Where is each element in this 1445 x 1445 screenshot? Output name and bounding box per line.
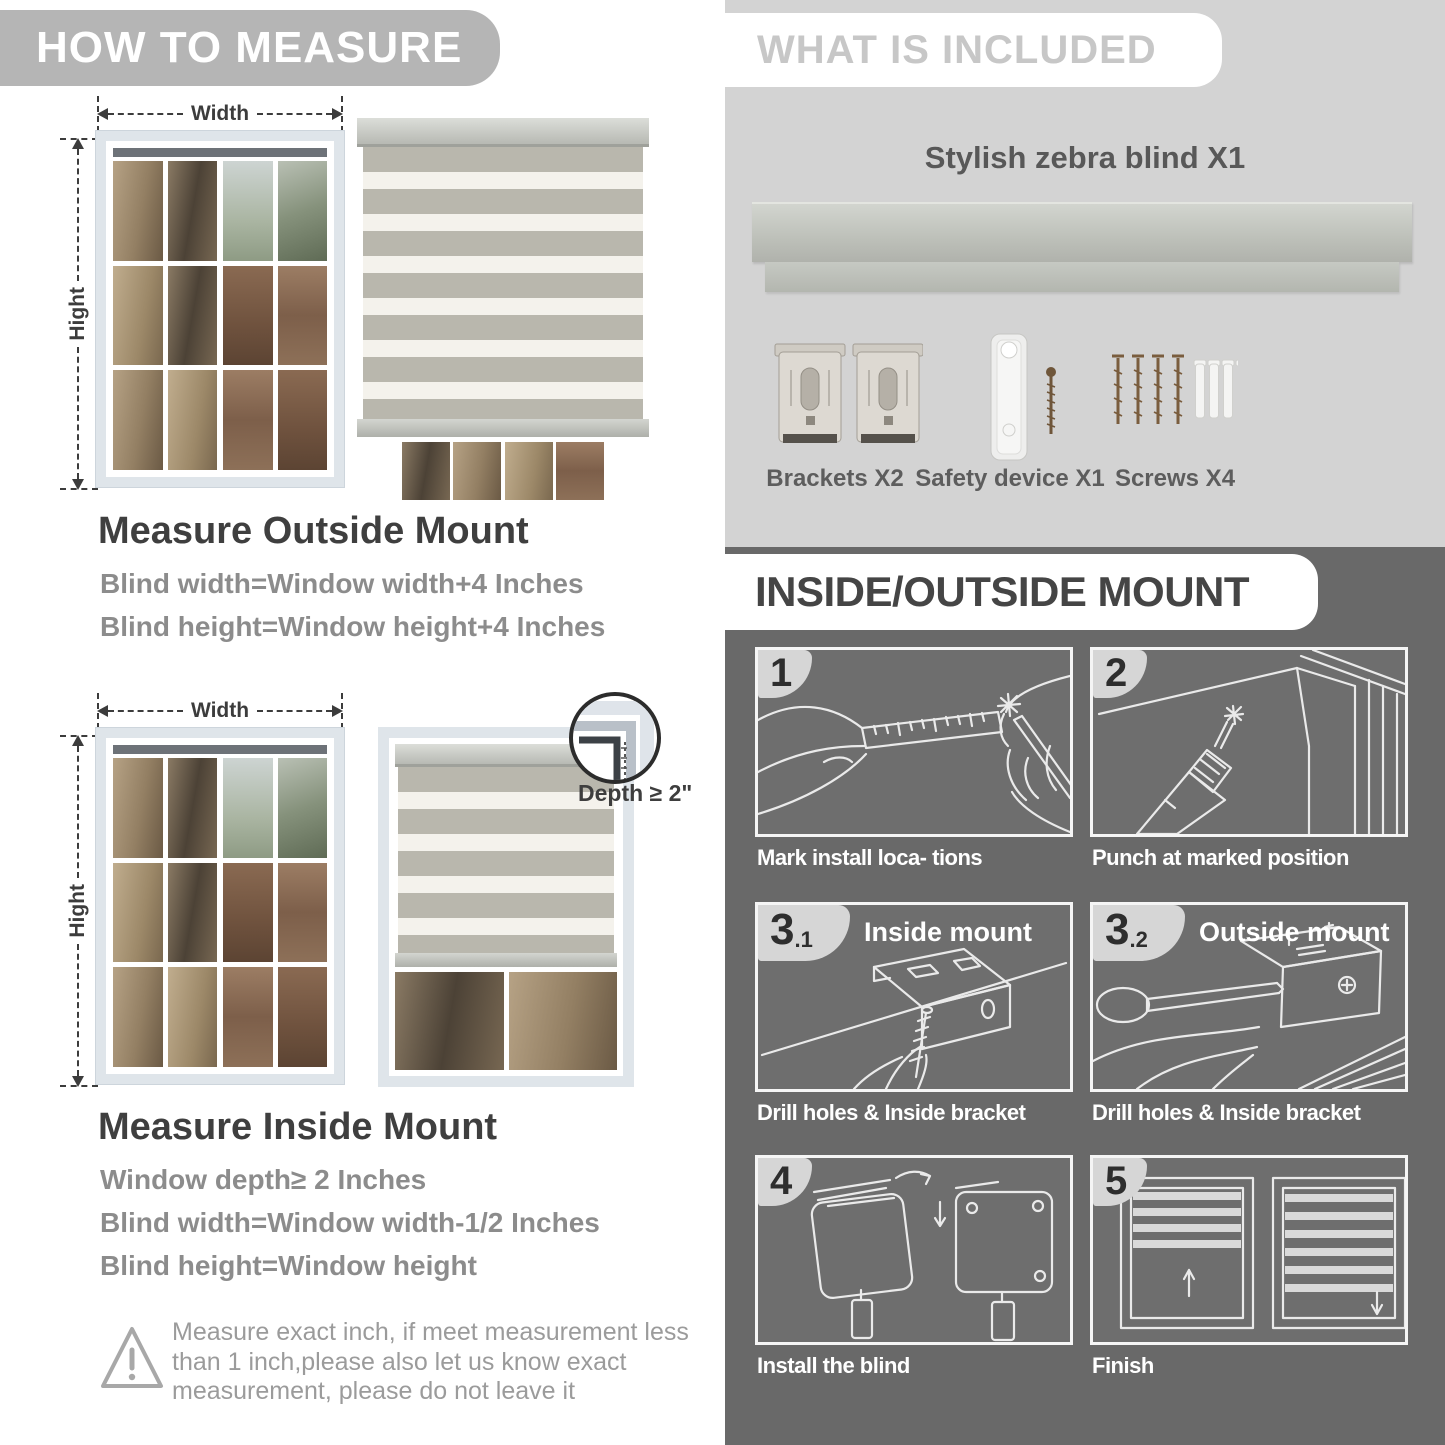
- step-3-1-caption: Drill holes & Inside bracket: [757, 1100, 1026, 1125]
- window-pane: [168, 758, 218, 858]
- blind-bottom-rail: [357, 419, 649, 437]
- window-pane: [113, 967, 163, 1067]
- mount-section-title: INSIDE/OUTSIDE MOUNT: [755, 568, 1250, 615]
- window-pane: [278, 370, 328, 470]
- window-pane: [223, 967, 273, 1067]
- dimension-tick: [97, 96, 99, 132]
- step-panel-3-1: [755, 902, 1073, 1092]
- window-pane: [556, 442, 604, 500]
- window-pane: [402, 442, 450, 500]
- width-dimension-arrow: [97, 699, 343, 722]
- window-pane: [113, 370, 163, 470]
- width-label: Width: [190, 699, 250, 722]
- inside-formula-depth: Window depth≥ 2 Inches: [100, 1164, 427, 1195]
- dimension-tick: [60, 1085, 98, 1087]
- outside-mount-title: Measure Outside Mount: [98, 510, 529, 552]
- window-pane: [168, 266, 218, 366]
- outside-formula-height: Blind height=Window height+4 Inches: [100, 611, 606, 642]
- height-dimension-arrow: [66, 735, 90, 1087]
- step-2-caption: Punch at marked position: [1092, 845, 1349, 870]
- dimension-tick: [341, 96, 343, 132]
- step-panel-4: [755, 1155, 1073, 1345]
- height-dimension-arrow: [66, 138, 90, 490]
- step-panel-5: [1090, 1155, 1408, 1345]
- window-pane: [505, 442, 553, 500]
- window-pane: [223, 161, 273, 261]
- step-4-caption: Install the blind: [757, 1353, 910, 1378]
- window-sash-right: [223, 161, 327, 470]
- how-to-measure-title: HOW TO MEASURE: [36, 23, 463, 72]
- warning-line: than 1 inch,please also let us know exact: [172, 1347, 627, 1376]
- step-3-2-caption: Drill holes & Inside bracket: [1092, 1100, 1361, 1125]
- inside-formula-width: Blind width=Window width-1/2 Inches: [100, 1207, 600, 1238]
- warning-line: Measure exact inch, if meet measurement less: [172, 1318, 689, 1346]
- window-pane: [223, 758, 273, 858]
- window-pane: [113, 161, 163, 261]
- window-pane: [113, 266, 163, 366]
- right-panel: [725, 0, 1445, 1445]
- step-number-badge: 3 .2: [1093, 905, 1185, 961]
- mount-section-header: [725, 554, 1318, 630]
- how-to-measure-header: [0, 10, 500, 86]
- dimension-tick: [60, 488, 98, 490]
- width-dimension-arrow: [97, 102, 343, 125]
- safety-device-image: [973, 330, 1073, 470]
- step-number-badge: 1: [758, 650, 812, 698]
- window-sash-left: [113, 758, 217, 1067]
- step-panel-2: [1090, 647, 1408, 837]
- depth-label: Depth ≥ 2": [578, 780, 693, 806]
- window-pane: [278, 266, 328, 366]
- window-photo-outside: [95, 130, 345, 488]
- window-below-blind: [395, 967, 617, 1070]
- step-number-badge: 5: [1093, 1158, 1147, 1206]
- window-pane: [223, 266, 273, 366]
- window-pane: [278, 758, 328, 858]
- step-number-badge: 4: [758, 1158, 812, 1206]
- dimension-tick: [60, 735, 98, 737]
- window-pane: [453, 442, 501, 500]
- brackets-label: Brackets X2: [766, 465, 904, 492]
- window-pane: [278, 967, 328, 1067]
- window-pane: [223, 370, 273, 470]
- brackets-image: [773, 340, 923, 460]
- window-pane: [113, 758, 163, 858]
- what-is-included-header: [725, 13, 1222, 87]
- step-5-caption: Finish: [1092, 1353, 1154, 1378]
- outside-formula-width: Blind width=Window width+4 Inches: [100, 568, 584, 599]
- window-pane: [168, 161, 218, 261]
- window-pane: [278, 863, 328, 963]
- blind-fabric-roll-image: [765, 262, 1399, 292]
- window-pane: [278, 161, 328, 261]
- outside-mount-label: Outside mount: [1199, 917, 1390, 947]
- inside-mount-title: Measure Inside Mount: [98, 1106, 498, 1148]
- frame-corner-detail: [573, 696, 657, 780]
- step-1-caption: Mark install loca- tions: [757, 845, 983, 870]
- screws-label: Screws X4: [1114, 465, 1236, 492]
- height-label: Hight: [66, 884, 89, 938]
- blind-cassette: [357, 118, 649, 147]
- what-is-included-section: [725, 0, 1445, 547]
- window-below-blind: [397, 437, 609, 505]
- blind-headrail-image: [752, 202, 1412, 262]
- window-pane: [223, 863, 273, 963]
- step-panel-3-2: [1090, 902, 1408, 1092]
- window-pane: [168, 967, 218, 1067]
- width-label: Width: [190, 102, 250, 125]
- product-label: Stylish zebra blind X1: [924, 140, 1246, 175]
- depth-magnifier-icon: [569, 692, 661, 784]
- dimension-tick: [341, 693, 343, 729]
- window-pane: [395, 972, 504, 1070]
- warning-text: [172, 1318, 689, 1407]
- blind-bottom-rail: [395, 953, 617, 967]
- window-pane: [113, 863, 163, 963]
- window-sash-right: [223, 758, 327, 1067]
- screws-image: [1108, 350, 1238, 445]
- dimension-tick: [97, 693, 99, 729]
- inside-outside-mount-section: [725, 547, 1445, 1445]
- height-label: Hight: [66, 287, 89, 341]
- step-number-badge: 2: [1093, 650, 1147, 698]
- blind-fabric: [363, 147, 643, 419]
- window-sash-left: [113, 161, 217, 470]
- window-pane: [168, 370, 218, 470]
- safety-device-label: Safety device X1: [915, 465, 1105, 492]
- inside-mount-label: Inside mount: [864, 917, 1032, 947]
- inside-formula-height: Blind height=Window height: [100, 1250, 477, 1281]
- step-panel-1: [755, 647, 1073, 837]
- window-head-strip: [113, 745, 327, 754]
- warning-triangle-icon: [100, 1324, 164, 1392]
- zebra-blind-outside-image: [357, 118, 649, 505]
- window-head-strip: [113, 148, 327, 157]
- warning-line: measurement, please do not leave it: [172, 1377, 576, 1405]
- step-number-badge: 3 .1: [758, 905, 850, 961]
- dimension-tick: [60, 138, 98, 140]
- what-is-included-title: WHAT IS INCLUDED: [757, 27, 1157, 72]
- window-pane: [168, 863, 218, 963]
- window-pane: [509, 972, 618, 1070]
- window-photo-inside: [95, 727, 345, 1085]
